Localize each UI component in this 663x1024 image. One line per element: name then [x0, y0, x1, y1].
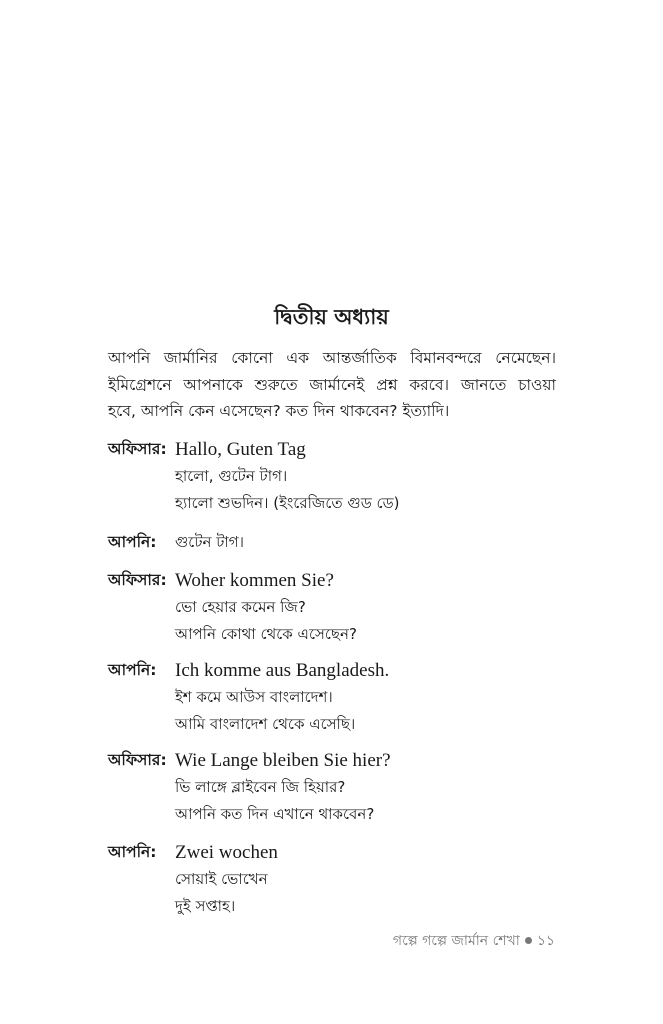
translation-line: আমি বাংলাদেশ থেকে এসেছি।: [175, 715, 356, 733]
dialogue-lines: [175, 436, 400, 517]
german-line: Hallo, Guten Tag: [175, 439, 306, 460]
pronunciation-line: ভি লাঙ্গে ব্লাইবেন জি হিয়ার?: [175, 778, 346, 796]
pronunciation-line: গুটেন টাগ।: [175, 533, 244, 551]
translation-line: আপনি কত দিন এখানে থাকবেন?: [175, 805, 375, 823]
chapter-title: দ্বিতীয় অধ্যায়: [274, 305, 389, 329]
intro-paragraph: [108, 345, 556, 425]
dialogue-lines: [175, 747, 391, 828]
speaker-label: অফিসার:: [108, 571, 167, 589]
speaker-label: আপনি:: [108, 533, 157, 551]
pronunciation-line: ইশ কমে আউস বাংলাদেশ।: [175, 688, 333, 706]
running-title: গল্পে গল্পে জার্মান শেখা: [392, 933, 520, 949]
translation-line: আপনি কোথা থেকে এসেছেন?: [175, 625, 357, 643]
intro-line: হবে, আপনি কেন এসেছেন? কত দিন থাকবেন? ইত্যাদি।: [108, 402, 450, 420]
translation-line: দুই সপ্তাহ।: [175, 897, 236, 915]
pronunciation-line: হালো, গুটেন টাগ।: [175, 467, 288, 485]
pronunciation-line: ভো হেয়ার কমেন জি?: [175, 598, 306, 616]
german-line: Woher kommen Sie?: [175, 570, 334, 591]
translation-line: হ্যালো শুভদিন। (ইংরেজিতে গুড ডে): [175, 494, 400, 512]
speaker-label: আপনি:: [108, 661, 157, 679]
dialogue-lines: [175, 567, 357, 648]
intro-line: আপনি জার্মানির কোনো এক আন্তর্জাতিক বিমানবন্দরে নেমেছেন।: [108, 349, 556, 367]
bullet-icon: [525, 937, 532, 944]
page-footer: [393, 930, 555, 952]
speaker-label: অফিসার:: [108, 440, 167, 458]
speaker-label: অফিসার:: [108, 751, 167, 769]
intro-line: ইমিগ্রেশনে আপনাকে শুরুতে জার্মানেই প্রশ্ন করবে। জানতে চাওয়া: [108, 375, 556, 394]
dialogue-lines: [175, 529, 244, 556]
page-number: ১১: [536, 933, 555, 949]
german-line: Zwei wochen: [175, 842, 278, 863]
dialogue-lines: [175, 839, 278, 920]
german-line: Ich komme aus Bangladesh.: [175, 660, 390, 681]
dialogue-lines: [175, 657, 389, 738]
pronunciation-line: সোয়াই ভোখেন: [175, 870, 268, 888]
speaker-label: আপনি:: [108, 843, 157, 861]
german-line: Wie Lange bleiben Sie hier?: [175, 750, 391, 771]
